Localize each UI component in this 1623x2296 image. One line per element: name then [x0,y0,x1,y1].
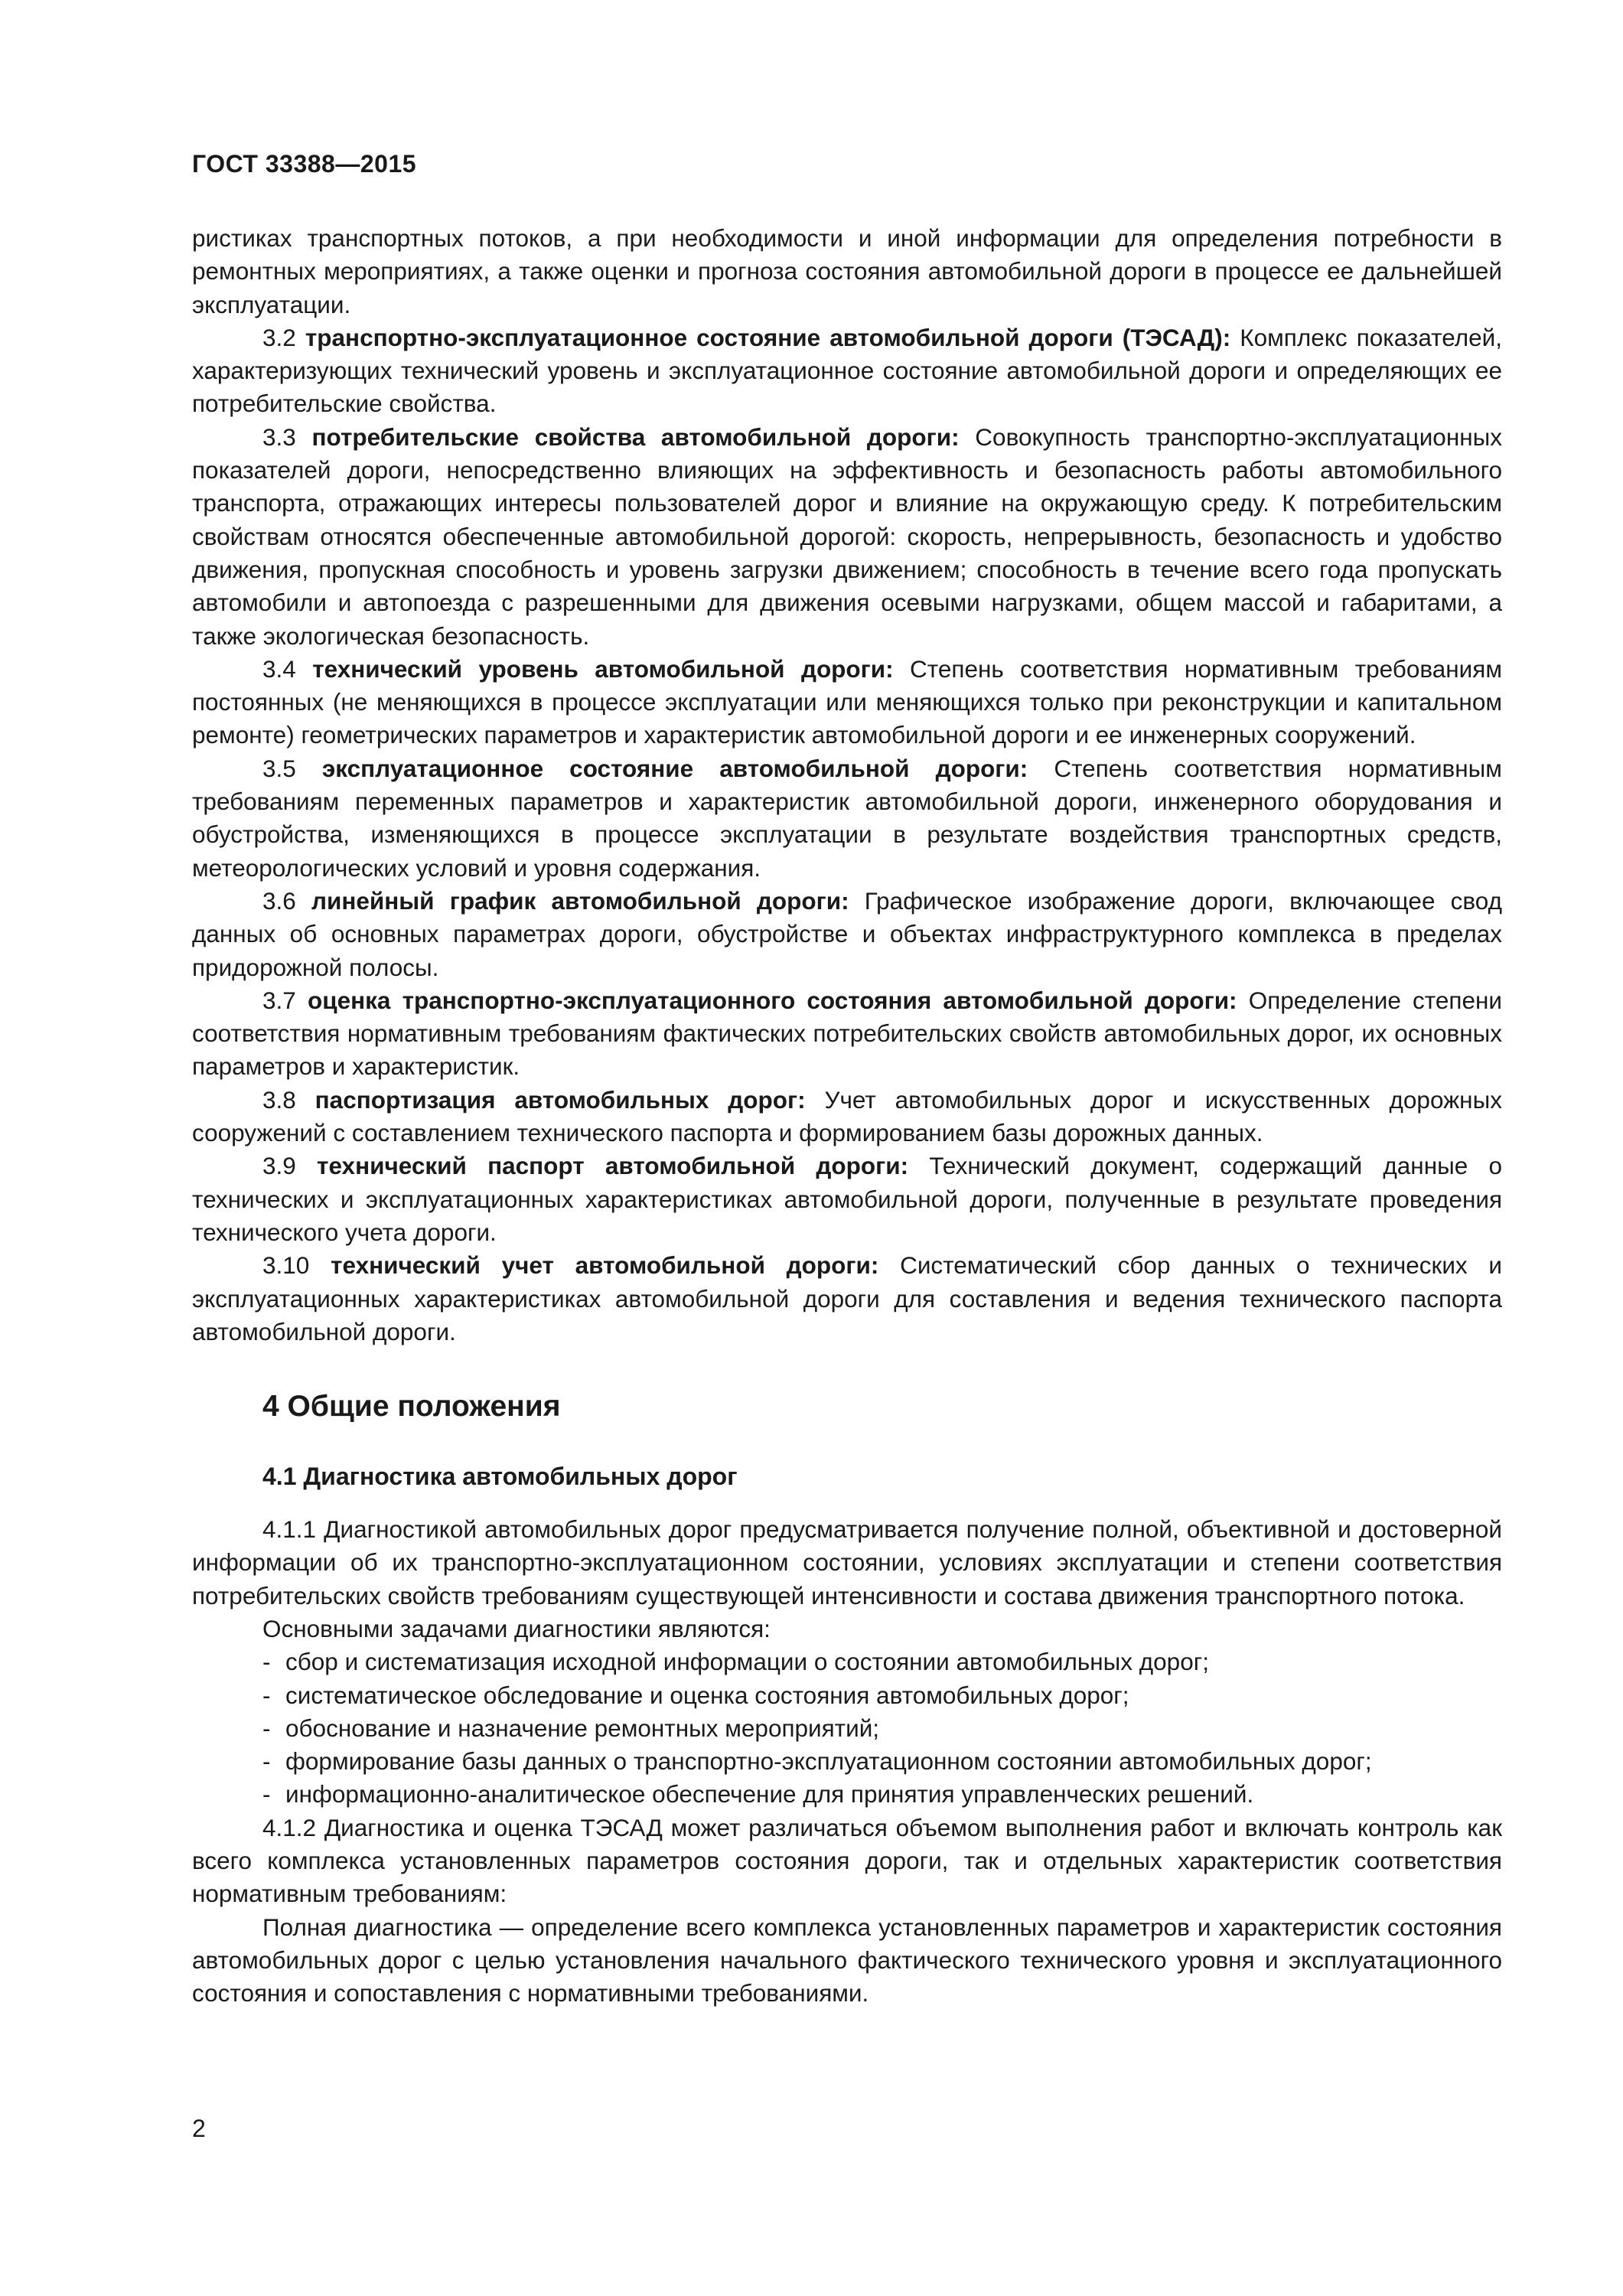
term-text: Комплекс показателей, характеризующих технический уровень и эксплуатационное состояние автомобильной дороги и определяющих ее потребительские свойства. [192,323,1502,418]
list-item: - систематическое обследование и оценка состояния автомобильных дорог; [262,1681,1129,1709]
task-text: систематическое обследование и оценка состояния автомобильных дорог; [285,1681,1129,1709]
term-definition [192,984,1502,1084]
intro-paragraph: ристиках транспортных потоков, а при необходимости и иной информации для определения потребности в ремонтных мероприятиях, а также оценки и прогноза состояния автомобильной дороги в процессе ее дальнейшей эксплуатации. [192,224,1502,318]
term-number: 3.3 [262,422,296,451]
term-number: 3.7 [262,986,296,1014]
term-name: оценка транспортно-эксплуатационного состояния автомобильной дороги: [307,986,1237,1014]
task-text: сбор и систематизация исходной информации о состоянии автомобильных дорог; [285,1648,1209,1676]
term-number: 3.9 [262,1152,296,1180]
term-text: Систематический сбор данных о технических и эксплуатационных характеристиках автомобильной дороги для составления и ведения технического паспорта автомобильной дороги. [192,1251,1502,1345]
term-definition [192,752,1502,885]
term-name: линейный график автомобильной дороги: [311,886,849,915]
term-name: технический учет автомобильной дороги: [331,1251,879,1280]
term-number: 3.6 [262,886,296,915]
term-definition [192,1084,1502,1150]
paragraph-4-1-1: 4.1.1 Диагностикой автомобильных дорог предусматривается получение полной, объективной и достоверной информации об их транспортно-эксплуатационном состоянии, условиях эксплуатации и степени соответствия потребительских свойств требованиям существующей интенсивности и состава движения транспортного потока. [192,1515,1502,1609]
term-text: Совокупность транспортно-эксплуатационных показателей дороги, непосредственно влияющих на эффективность и безопасность работы автомобильного транспорта, отражающих интересы пользователей дорог и влияние на окружающую среду. К потребительским свойствам относятся обеспеченные автомобильной дорогой: скорость, непрерывность, безопасность и удобство движения, пропускная способность и уровень загрузки движением; способность в течение всего года пропускать автомобили и автопоезда с разрешенными для движения осевыми нагрузками, общем массой и габаритами, а также экологическая безопасность. [192,422,1502,650]
term-definition [192,321,1502,421]
list-item: - обоснование и назначение ремонтных мероприятий; [262,1714,880,1742]
term-definition [192,885,1502,984]
term-number: 3.2 [262,323,296,351]
term-number: 3.8 [262,1085,296,1114]
tasks-list [192,1645,1502,1811]
term-name: транспортно-эксплуатационное состояние автомобильной дороги (ТЭСАД): [305,323,1231,351]
term-text: Степень соответствия нормативным требованиям переменных параметров и характеристик автомобильной дороги, инженерного оборудования и обустройства, изменяющихся в процессе эксплуатации в результате воздействия транспортных средств, метеорологических условий и уровня содержания. [192,754,1502,882]
paragraph-full-diagnostics: Полная диагностика — определение всего комплекса установленных параметров и характеристик состояния автомобильных дорог с целью установления начального фактического технического уровня и эксплуатационного состояния и сопоставления с нормативными требованиями. [192,1913,1502,2007]
term-name: технический паспорт автомобильной дороги: [317,1152,909,1180]
term-number: 3.10 [262,1251,310,1280]
terms-list [192,321,1502,1349]
list-item: - формирование базы данных о транспортно-эксплуатационном состоянии автомобильных дорог; [262,1747,1372,1776]
term-name: эксплуатационное состояние автомобильной дороги: [321,754,1028,782]
term-definition [192,1150,1502,1249]
term-text: Технический документ, содержащий данные о технических и эксплуатационных характеристиках автомобильной дороги, полученные в результате проведения технического учета дороги. [192,1152,1502,1246]
page-number: 2 [192,2115,206,2142]
term-name: паспортизация автомобильных дорог: [314,1085,806,1114]
term-name: технический уровень автомобильной дороги: [312,654,894,683]
task-text: информационно-аналитическое обеспечение для принятия управленческих решений. [285,1780,1254,1808]
term-number: 3.5 [262,754,296,782]
paragraph-4-1-2: 4.1.2 Диагностика и оценка ТЭСАД может различаться объемом выполнения работ и включать контроль как всего комплекса установленных параметров состояния дороги, так и отдельных характеристик соответствия нормативным требованиям: [192,1813,1502,1908]
term-text: Определение степени соответствия нормативным требованиям фактических потребительских свойств автомобильных дорог, их основных параметров и характеристик. [192,986,1502,1081]
term-number: 3.4 [262,654,296,683]
term-text: Учет автомобильных дорог и искусственных дорожных сооружений с составлением технического паспорта и формированием базы дорожных данных. [192,1085,1502,1147]
task-text: формирование базы данных о транспортно-эксплуатационном состоянии автомобильных дорог; [285,1747,1372,1776]
task-text: обоснование и назначение ремонтных мероприятий; [285,1714,880,1742]
term-definition [192,1249,1502,1349]
document-body [192,222,1502,2011]
term-name: потребительские свойства автомобильной дороги: [311,422,960,451]
subsection-title: 4.1 Диагностика автомобильных дорог [262,1463,738,1491]
term-definition [192,653,1502,752]
list-item: - сбор и систематизация исходной информации о состоянии автомобильных дорог; [262,1648,1209,1676]
standard-header: ГОСТ 33388—2015 [192,150,417,178]
section-title: 4 Общие положения [262,1390,561,1424]
term-text: Степень соответствия нормативным требованиям постоянных (не меняющихся в процессе эксплуатации или меняющихся только при реконструкции и капитальном ремонте) геометрических параметров и характеристик автомобильной дороги и ее инженерных сооружений. [192,654,1502,749]
tasks-intro: Основными задачами диагностики являются: [262,1614,771,1642]
list-item: - информационно-аналитическое обеспечение для принятия управленческих решений. [262,1780,1254,1808]
term-text: Графическое изображение дороги, включающее свод данных об основных параметрах дороги, обустройстве и объектах инфраструктурного комплекса в пределах придорожной полосы. [192,886,1502,981]
term-definition [192,421,1502,653]
